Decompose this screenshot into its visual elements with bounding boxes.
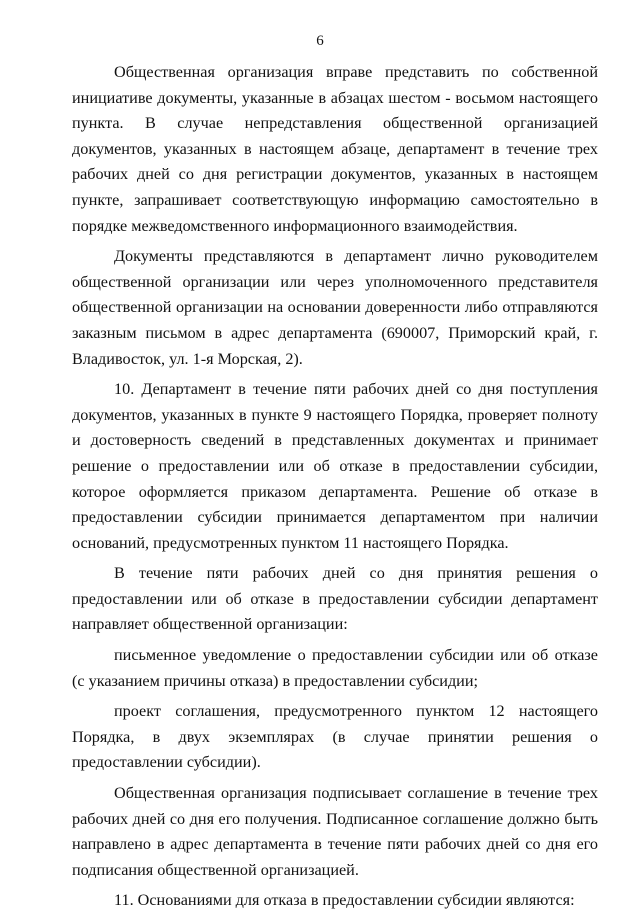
paragraph-signing-agreement: Общественная организация подписывает соглашение в течение трех рабочих дней со дня его получения. Подписанное соглашение должно быть направлено в адрес департамента в течение пяти рабочих дней со дня его подписания общественной организацией. <box>72 784 598 879</box>
paragraph-clause-11: 11. Основаниями для отказа в предоставлении субсидии являются: <box>114 891 575 910</box>
document-body <box>72 60 598 919</box>
page-number: 6 <box>316 33 324 49</box>
paragraph-optional-documents: Общественная организация вправе представить по собственной инициативе документы, указанные в абзацах шестом - восьмом настоящего пункта. В случае непредставления общественной организацией документов, указанных в настоящем абзаце, департамент в течение трех рабочих дней со дня регистрации документов, указанных в настоящем пункте, запрашивает соответствующую информацию самостоятельно в порядке межведомственного информационного взаимодействия. <box>72 63 598 235</box>
paragraph-clause-10: 10. Департамент в течение пяти рабочих дней со дня поступления документов, указанных в пункте 9 настоящего Порядка, проверяет полноту и достоверность сведений в представленных документах и принимает решение о предоставлении или об отказе в предоставлении субсидии, которое оформляется приказом департамента. Решение об отказе в предоставлении субсидии принимается департаментом при наличии оснований, предусмотренных пунктом 11 настоящего Порядка. <box>72 380 598 552</box>
paragraph-written-notice: письменное уведомление о предоставлении субсидии или об отказе (с указанием причины отказа) в предоставлении субсидии; <box>72 646 598 690</box>
paragraph-draft-agreement: проект соглашения, предусмотренного пунктом 12 настоящего Порядка, в двух экземплярах (в случае принятии решения о предоставлении субсидии). <box>72 702 598 772</box>
paragraph-submission-method: Документы представляются в департамент лично руководителем общественной организации или через уполномоченного представителя общественной организации на основании доверенности либо отправляются заказным письмом в адрес департамента (690007, Приморский край, г. Владивосток, ул. 1-я Морская, 2). <box>72 247 598 368</box>
paragraph-notification-intro: В течение пяти рабочих дней со дня принятия решения о предоставлении или об отказе в предоставлении субсидии департамент направляет общественной организации: <box>72 564 598 634</box>
